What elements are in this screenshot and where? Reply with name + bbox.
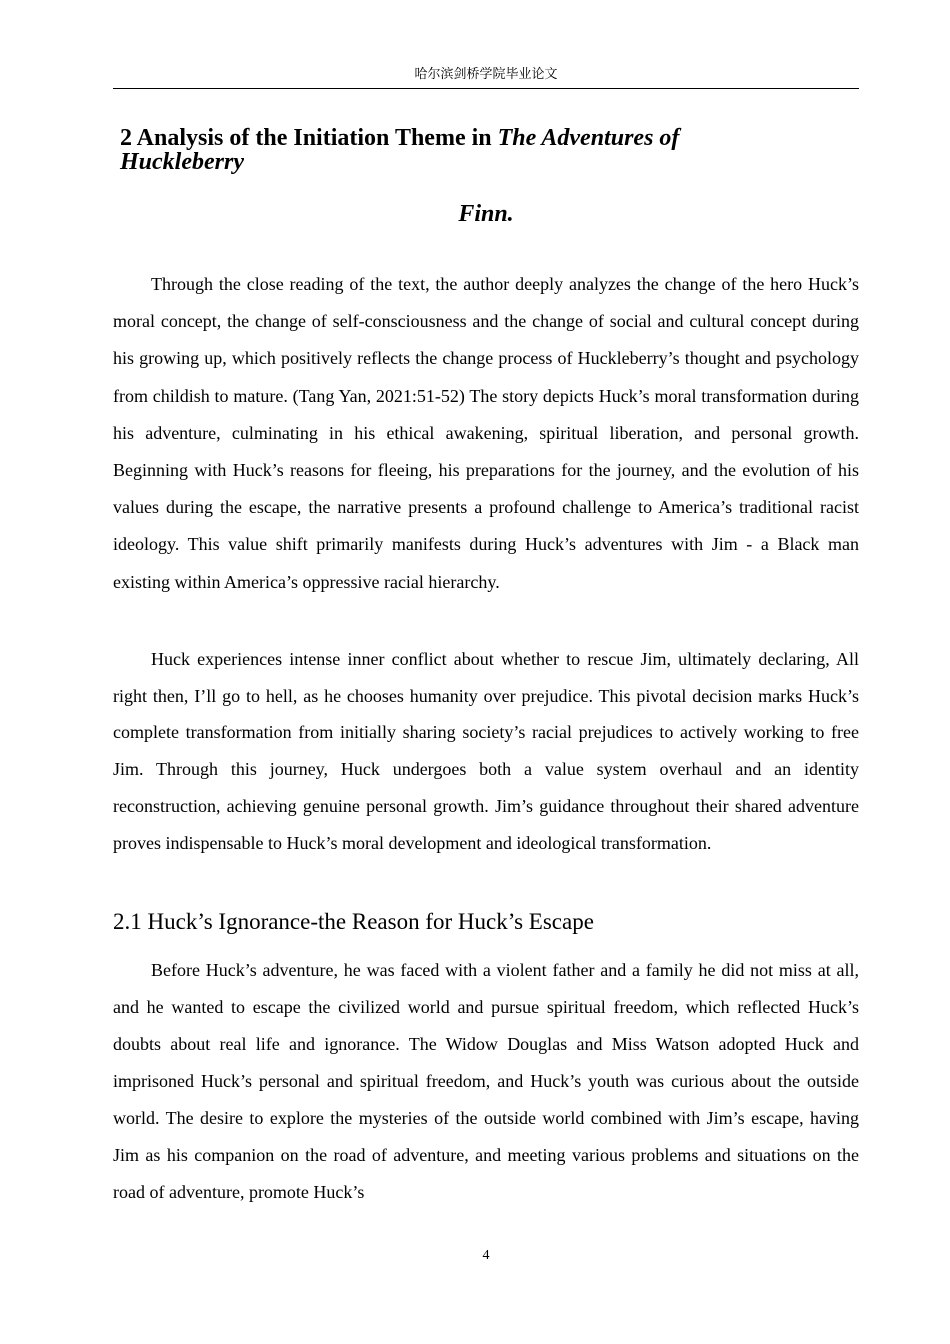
page-header: 哈尔滨剑桥学院毕业论文 [113,64,859,89]
chapter-title [120,126,740,174]
chapter-title-italic: The Adventures of Huckleberry [120,125,680,175]
section-heading: 2.1 Huck’s Ignorance-the Reason for Huck’s Escape [113,909,594,934]
section-paragraph: Before Huck’s adventure, he was faced with a violent father and a family he did not miss at all, and he wanted to escape the civilized world and pursue spiritual freedom, which reflected Huck’s doubts about real life and ignorance. The Widow Douglas and Miss Watson adopted Huck and imprisoned Huck’s personal and spiritual freedom, and Huck’s youth was curious about the outside world. The desire to explore the mysteries of the outside world combined with Jim’s escape, having Jim as his companion on the road of adventure, and meeting various problems and situations on the road of adventure, promote Huck’s [113,960,859,1202]
body-paragraph-2: Huck experiences intense inner conflict about whether to rescue Jim, ultimately declaring, All right then, I’ll go to hell, as he chooses humanity over prejudice. This pivotal decision marks Huck’s complete transformation from initially sharing society’s racial prejudices to actively working to free Jim. Through this journey, Huck undergoes both a value system overhaul and an identity reconstruction, achieving genuine personal growth. Jim’s guidance throughout their shared adventure proves indispensable to Huck’s moral development and ideological transformation. [113,649,859,853]
chapter-title-continued: Finn. [458,201,514,227]
page-number: 4 [482,1248,490,1263]
body-paragraph-1: Through the close reading of the text, the author deeply analyzes the change of the hero Huck’s moral concept, the change of self-consciousness and the change of social and cultural concept during his growing up, which positively reflects the change process of Huckleberry’s thought and psychology from childish to mature. (Tang Yan, 2021:51-52) The story depicts Huck’s moral transformation during his adventure, culminating in his ethical awakening, spiritual liberation, and personal growth. Beginning with Huck’s reasons for fleeing, his preparations for the journey, and the evolution of his values during the escape, the narrative presents a profound challenge to America’s traditional racist ideology. This value shift primarily manifests during Huck’s adventures with Jim - a Black man existing within America’s oppressive racial hierarchy. [113,274,859,592]
chapter-title-plain: 2 Analysis of the Initiation Theme in [120,125,498,151]
